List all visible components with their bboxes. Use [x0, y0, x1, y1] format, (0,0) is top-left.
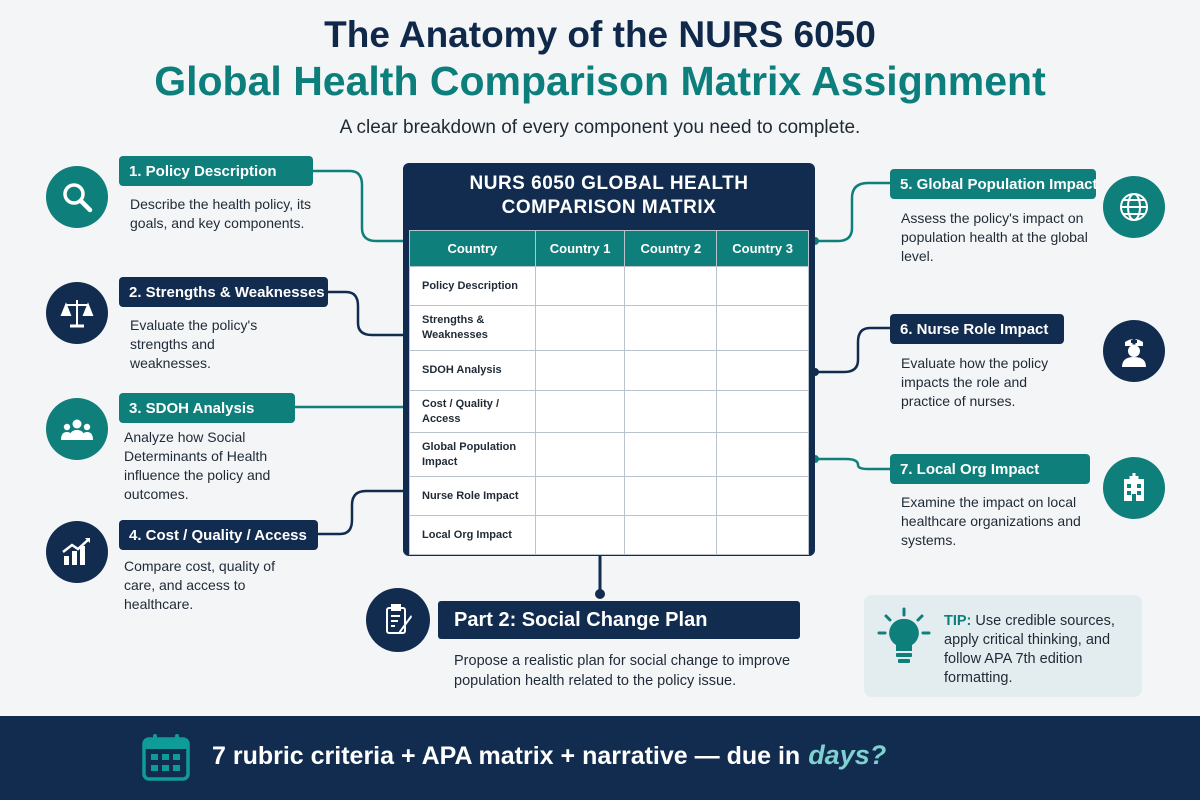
matrix-cell — [625, 516, 717, 555]
people-group-icon — [46, 398, 108, 460]
component-2-label: 2. Strengths & Weaknesses — [119, 277, 328, 307]
matrix-row-label: Global Population Impact — [410, 433, 536, 477]
matrix-cell — [717, 391, 809, 433]
matrix-cell — [717, 267, 809, 306]
matrix-cell — [535, 306, 625, 351]
matrix-cell — [717, 516, 809, 555]
calendar-icon — [140, 731, 192, 788]
matrix-title: NURS 6050 GLOBAL HEALTH COMPARISON MATRIX — [469, 173, 749, 218]
matrix-row — [410, 391, 809, 433]
matrix-row — [410, 267, 809, 306]
component-1-label: 1. Policy Description — [119, 156, 313, 186]
component-6-label: 6. Nurse Role Impact — [890, 314, 1064, 344]
component-6-description: Evaluate how the policy impacts the role and practice of nurses. — [901, 355, 1049, 409]
footer-text — [212, 740, 886, 771]
component-5-description: Assess the policy's impact on population health at the global level. — [901, 210, 1088, 264]
matrix-column-header: Country 1 — [535, 231, 625, 267]
matrix-cell — [625, 306, 717, 351]
matrix-row-label: SDOH Analysis — [410, 351, 536, 391]
component-4-label: 4. Cost / Quality / Access — [119, 520, 318, 550]
component-1-description: Describe the health policy, its goals, and key components. — [130, 196, 312, 231]
tip-text — [944, 612, 1134, 688]
matrix-cell — [535, 516, 625, 555]
matrix-row — [410, 477, 809, 516]
matrix-row — [410, 351, 809, 391]
matrix-row-label: Cost / Quality / Access — [410, 391, 536, 433]
matrix-row-label: Policy Description — [410, 267, 536, 306]
component-5-label: 5. Global Population Impact — [890, 169, 1096, 199]
title-line-2: Global Health Comparison Matrix Assignment — [154, 58, 1046, 104]
bar-chart-icon — [46, 521, 108, 583]
clipboard-icon — [366, 588, 430, 652]
matrix-cell — [717, 351, 809, 391]
matrix-cell — [535, 391, 625, 433]
component-2-description: Evaluate the policy's strengths and weaknesses. — [130, 317, 258, 371]
matrix-column-header: Country 3 — [717, 231, 809, 267]
globe-icon — [1103, 176, 1165, 238]
magnifier-icon — [46, 166, 108, 228]
matrix-cell — [535, 267, 625, 306]
part2-description: Propose a realistic plan for social change to improve population health related to the policy issue. — [454, 653, 791, 689]
component-7-label: 7. Local Org Impact — [890, 454, 1090, 484]
nurse-icon — [1103, 320, 1165, 382]
matrix-column-header: Country 2 — [625, 231, 717, 267]
lightbulb-icon — [876, 606, 932, 677]
matrix-cell — [625, 477, 717, 516]
matrix-row — [410, 306, 809, 351]
matrix-cell — [625, 391, 717, 433]
matrix-row-label: Nurse Role Impact — [410, 477, 536, 516]
matrix-column-header: Country — [410, 231, 536, 267]
matrix-row — [410, 516, 809, 555]
matrix-cell — [535, 351, 625, 391]
hospital-icon — [1103, 457, 1165, 519]
matrix-cell — [717, 306, 809, 351]
matrix-row — [410, 433, 809, 477]
tip-label: TIP: — [944, 613, 972, 629]
component-3-description: Analyze how Social Determinants of Health influence the policy and outcomes. — [124, 429, 271, 502]
matrix-row-label: Strengths & Weaknesses — [410, 306, 536, 351]
matrix-cell — [717, 433, 809, 477]
matrix-cell — [535, 433, 625, 477]
component-3-label: 3. SDOH Analysis — [119, 393, 295, 423]
matrix-cell — [625, 267, 717, 306]
matrix-cell — [625, 351, 717, 391]
tip-body: Use credible sources, apply critical thinking, and follow APA 7th edition formatting. — [944, 613, 1115, 686]
part2-label: Part 2: Social Change Plan — [438, 601, 800, 639]
matrix-cell — [535, 477, 625, 516]
footer-emphasis: days? — [808, 740, 887, 770]
subtitle: A clear breakdown of every component you need to complete. — [339, 117, 861, 138]
component-7-description: Examine the impact on local healthcare organizations and systems. — [901, 494, 1081, 548]
footer-main-text: 7 rubric criteria + APA matrix + narrative — due in — [212, 742, 801, 770]
component-4-description: Compare cost, quality of care, and access to healthcare. — [124, 558, 275, 612]
scales-icon — [46, 282, 108, 344]
title-line-1: The Anatomy of the NURS 6050 — [324, 14, 876, 55]
matrix-row-label: Local Org Impact — [410, 516, 536, 555]
matrix-cell — [717, 477, 809, 516]
matrix-cell — [625, 433, 717, 477]
comparison-matrix-table — [409, 230, 809, 555]
matrix-header-row — [410, 231, 809, 267]
